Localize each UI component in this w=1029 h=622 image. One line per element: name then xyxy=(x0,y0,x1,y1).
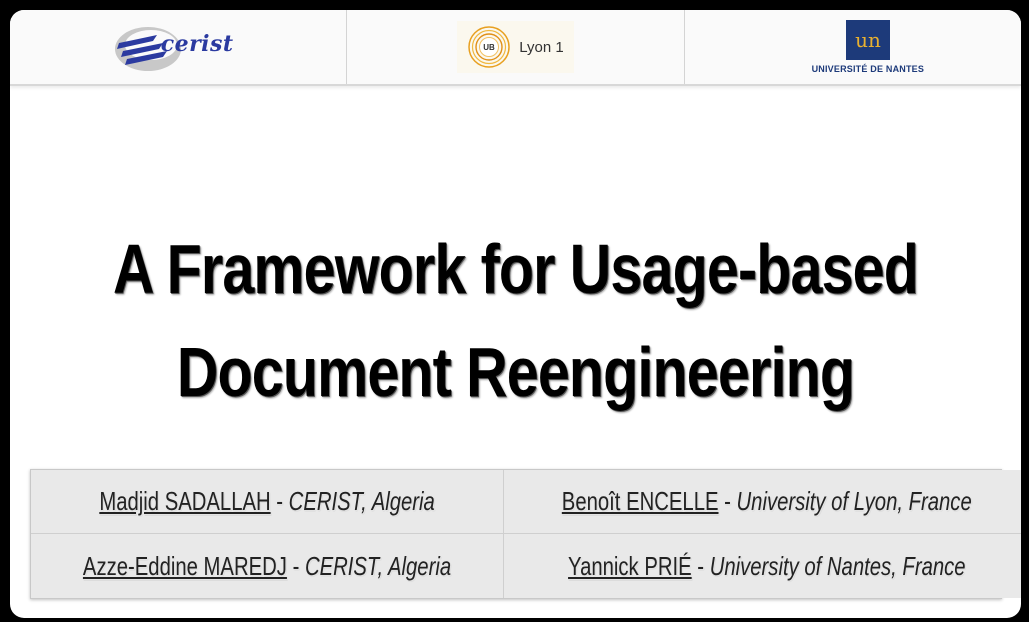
author-separator: - xyxy=(270,486,289,516)
author-separator: - xyxy=(718,486,737,516)
author-affiliation: CERIST, Algeria xyxy=(288,486,435,516)
author-cell xyxy=(31,470,504,534)
lyon-badge-text: UB xyxy=(483,43,496,52)
author-cell xyxy=(504,534,1021,598)
slide xyxy=(10,10,1021,618)
lyon-wordmark: Lyon 1 xyxy=(519,38,564,56)
title-line-2: Document Reengineering xyxy=(176,333,855,411)
cerist-logo xyxy=(113,19,243,75)
logo-cell-lyon xyxy=(347,10,684,84)
author-name-link[interactable]: Azze-Eddine MAREDJ xyxy=(82,550,287,581)
title-line-1: A Framework for Usage-based xyxy=(112,230,919,308)
author-name-link[interactable]: Yannick PRIÉ xyxy=(568,550,692,581)
nantes-mark-icon xyxy=(846,20,890,60)
author-affiliation: University of Lyon, France xyxy=(736,486,972,516)
authors-table xyxy=(30,469,1002,599)
author-name-link[interactable]: Benoît ENCELLE xyxy=(561,486,719,516)
author-cell xyxy=(504,470,1021,534)
nantes-mark-text: un xyxy=(854,28,881,52)
author-separator: - xyxy=(691,550,710,581)
author-affiliation: University of Nantes, France xyxy=(709,550,966,581)
lyon-rings-icon xyxy=(467,25,511,69)
author-affiliation: CERIST, Algeria xyxy=(304,550,452,581)
presentation-title xyxy=(101,218,930,424)
nantes-logo xyxy=(812,20,925,74)
nantes-wordmark: UNIVERSITÉ DE NANTES xyxy=(811,64,925,74)
logo-bar xyxy=(10,10,1021,86)
lyon-logo xyxy=(457,21,573,73)
author-separator: - xyxy=(286,550,305,581)
logo-cell-cerist xyxy=(10,10,347,84)
author-name-link[interactable]: Madjid SADALLAH xyxy=(99,486,271,516)
logo-cell-nantes xyxy=(685,10,1021,84)
author-cell xyxy=(31,534,504,598)
cerist-wordmark: cerist xyxy=(160,31,234,57)
